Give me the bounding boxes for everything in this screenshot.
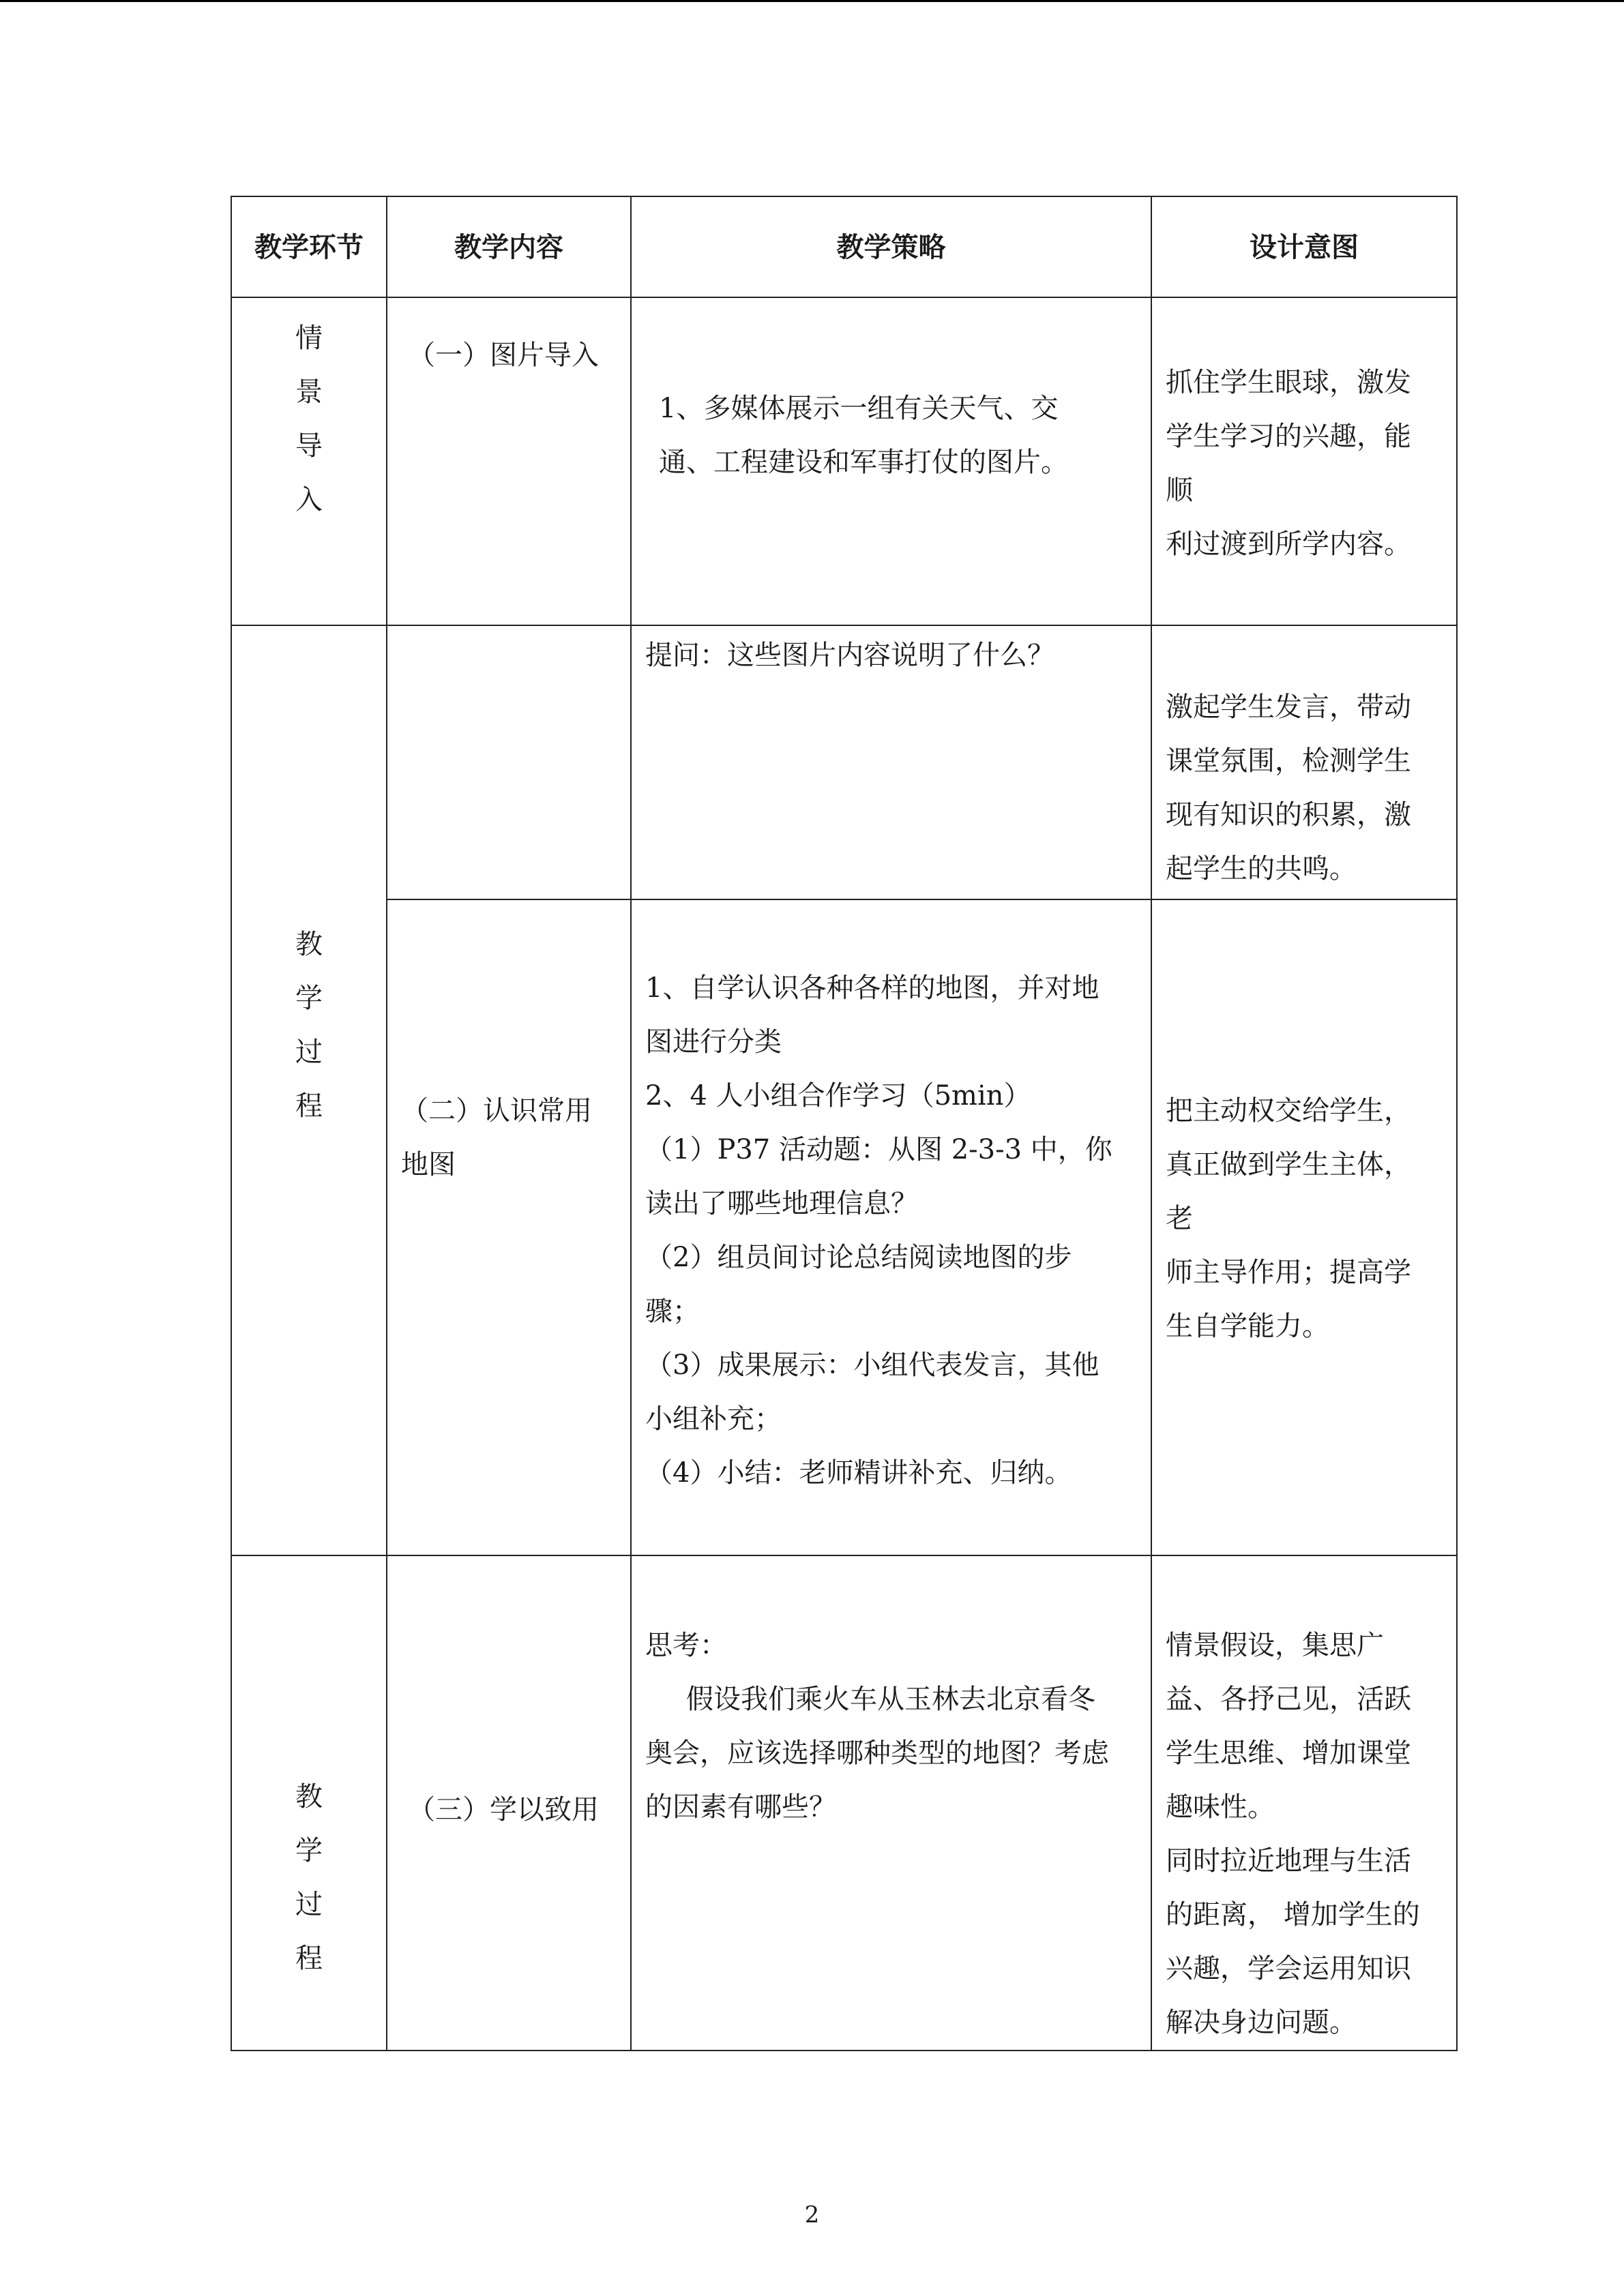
strategy-line: （1）P37 活动题：从图 2-3-3 中，你 [645,1134,1112,1165]
intent-line: 课堂氛围，检测学生 [1166,745,1411,777]
strategy-line: 读出了哪些地理信息？ [645,1188,918,1219]
intent-line: 学生学习的兴趣，能 [1166,421,1411,452]
strategy-cell [631,297,1151,625]
header-strategy: 教学策略 [631,196,1151,297]
table-row [231,625,1457,899]
page-number: 2 [804,2201,820,2228]
strategy-line: 假设我们乘火车从玉林去北京看冬 [686,1684,1095,1715]
strategy-line: 通、工程建设和军事打仗的图片。 [659,447,1068,478]
stage-char: 程 [295,1943,323,1974]
intent-line: 情景假设，集思广 [1166,1630,1384,1661]
intent-line: 趣味性。 [1166,1791,1275,1823]
strategy-line: 图进行分类 [645,1026,782,1058]
strategy-line: 骤； [645,1296,700,1327]
strategy-cell [631,1555,1151,2051]
intent-cell [1151,625,1457,899]
stage-char: 程 [295,1090,323,1122]
content-cell-empty [387,625,631,899]
strategy-line: 小组补充； [645,1403,782,1435]
stage-char: 教 [295,1781,323,1813]
stage-char: 学 [295,1835,323,1866]
stage-cell-process-2 [231,1555,387,2051]
intent-line: 生自学能力。 [1166,1311,1329,1342]
intent-line: 益、各抒己见，活跃 [1166,1684,1411,1715]
intent-line: 起学生的共鸣。 [1166,853,1357,884]
intent-cell [1151,899,1457,1555]
content-text: （三）学以致用 [408,1794,599,1825]
intent-line: 顺 [1166,475,1193,506]
intent-line: 师主导作用；提高学 [1166,1257,1411,1288]
strategy-line: （2）组员间讨论总结阅读地图的步 [645,1242,1072,1273]
intent-cell [1151,1555,1457,2051]
strategy-line: （3）成果展示：小组代表发言，其他 [645,1350,1099,1381]
stage-char: 导 [295,430,323,462]
strategy-line: （4）小结：老师精讲补充、归纳。 [645,1457,1072,1489]
stage-char: 过 [295,1037,323,1068]
header-content: 教学内容 [387,196,631,297]
stage-cell-intro [231,297,387,625]
intent-line: 真正做到学生主体， [1166,1149,1411,1180]
content-line: 地图 [401,1149,456,1180]
top-border-line [0,0,1624,2]
content-text: （一）图片导入 [408,340,599,371]
table-row [231,899,1457,1555]
intent-cell [1151,297,1457,625]
header-stage: 教学环节 [231,196,387,297]
strategy-line: 1、多媒体展示一组有关天气、交 [659,393,1059,424]
intent-line: 的距离， 增加学生的 [1166,1899,1420,1930]
content-cell [387,1555,631,2051]
intent-line: 学生思维、增加课堂 [1166,1738,1411,1769]
strategy-line: 的因素有哪些？ [645,1791,836,1823]
intent-line: 同时拉近地理与生活 [1166,1845,1411,1877]
lesson-plan-table [231,196,1458,2051]
intent-line: 老 [1166,1203,1193,1234]
stage-char: 景 [295,376,323,408]
content-cell [387,297,631,625]
strategy-cell [631,625,1151,899]
intent-line: 解决身边问题。 [1166,2007,1357,2038]
strategy-line: 奥会，应该选择哪种类型的地图？考虑 [645,1738,1109,1769]
table-row [231,1555,1457,2051]
strategy-line: 2、4 人小组合作学习（5min） [645,1080,1031,1112]
table-row [231,297,1457,625]
strategy-line: 1、自学认识各种各样的地图，并对地 [645,972,1099,1004]
strategy-cell [631,899,1151,1555]
intent-line: 兴趣，学会运用知识 [1166,1953,1411,1984]
content-cell [387,899,631,1555]
intent-line: 激起学生发言，带动 [1166,691,1411,723]
stage-char: 情 [295,323,323,354]
stage-char: 学 [295,983,323,1014]
intent-line: 抓住学生眼球，激发 [1166,367,1411,398]
header-intent: 设计意图 [1151,196,1457,297]
stage-cell-process [231,625,387,1555]
intent-line: 把主动权交给学生， [1166,1095,1411,1127]
stage-char: 入 [295,484,323,516]
intent-line: 利过渡到所学内容。 [1166,528,1411,560]
strategy-line: 提问：这些图片内容说明了什么？ [645,640,1054,671]
intent-line: 现有知识的积累，激 [1166,799,1411,831]
stage-char: 教 [295,929,323,960]
content-line: （二）认识常用 [401,1095,592,1127]
strategy-line: 思考： [645,1630,727,1661]
header-row [231,196,1457,297]
stage-char: 过 [295,1889,323,1920]
